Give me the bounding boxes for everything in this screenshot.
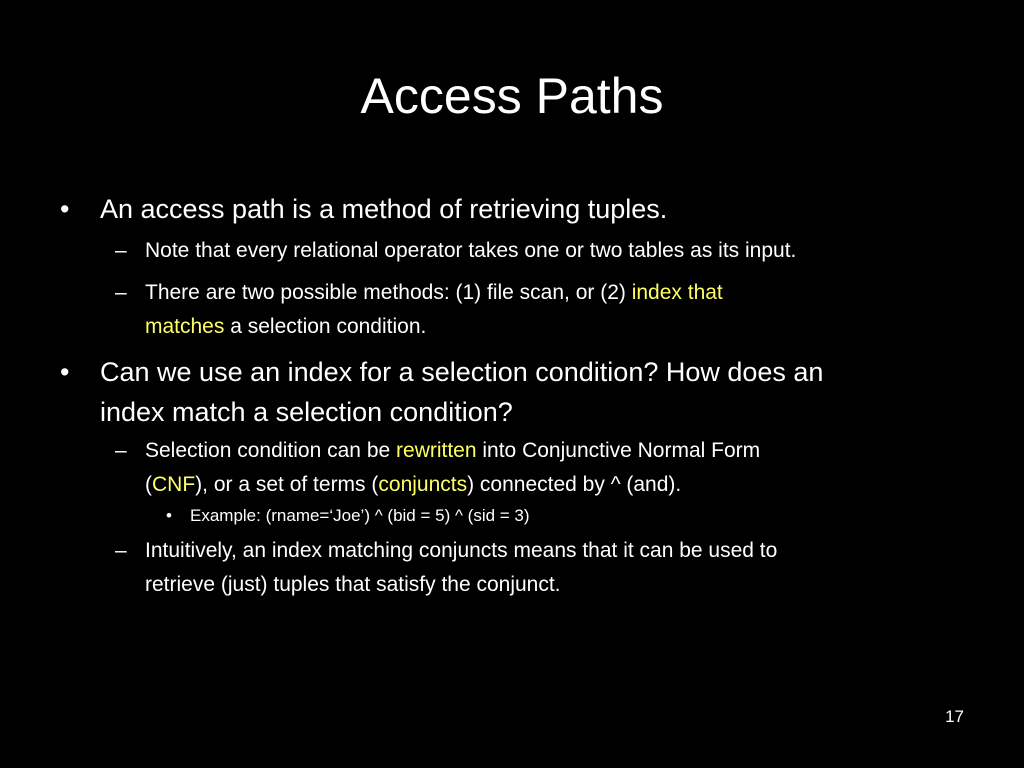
highlighted-term: matches: [145, 315, 225, 338]
sub-bullet-continuation: [145, 310, 426, 344]
sub-bullet-item: Note that every relational operator takes one or two tables as its input.: [145, 239, 797, 262]
dash-marker: –: [115, 281, 127, 304]
highlighted-term: CNF: [152, 473, 196, 496]
dash-marker: –: [115, 239, 127, 262]
highlighted-term: conjuncts: [378, 473, 468, 496]
slide-title: Access Paths: [360, 68, 664, 124]
text-segment: (: [145, 473, 152, 496]
text-segment: into Conjunctive Normal Form: [476, 439, 761, 462]
dash-marker: –: [115, 439, 127, 462]
sub-bullet-continuation: retrieve (just) tuples that satisfy the conjunct.: [145, 573, 561, 596]
bullet-item-continuation: index match a selection condition?: [100, 397, 513, 427]
sub-bullet-item: [145, 276, 723, 310]
text-segment: ) connected by ^ (and).: [467, 473, 682, 496]
text-segment: Selection condition can be: [145, 439, 397, 462]
bullet-item: An access path is a method of retrieving tuples.: [100, 194, 668, 224]
sub-sub-bullet-item: Example: (rname=‘Joe’) ^ (bid = 5) ^ (sid = 3): [190, 506, 530, 525]
highlighted-term: rewritten: [396, 439, 477, 462]
page-number: 17: [945, 707, 964, 726]
highlighted-term: index that: [631, 281, 723, 304]
sub-bullet-continuation: [145, 468, 681, 502]
sub-bullet-item: Intuitively, an index matching conjuncts means that it can be used to: [145, 539, 778, 562]
text-segment: ), or a set of terms (: [195, 473, 379, 496]
bullet-marker: •: [166, 506, 172, 525]
sub-bullet-item: [145, 434, 760, 468]
text-segment: a selection condition.: [224, 315, 427, 338]
bullet-marker: •: [60, 194, 70, 224]
text-segment: There are two possible methods: (1) file scan, or (2): [145, 281, 632, 304]
bullet-marker: •: [60, 357, 70, 387]
dash-marker: –: [115, 539, 127, 562]
bullet-item: Can we use an index for a selection condition? How does an: [100, 357, 824, 387]
